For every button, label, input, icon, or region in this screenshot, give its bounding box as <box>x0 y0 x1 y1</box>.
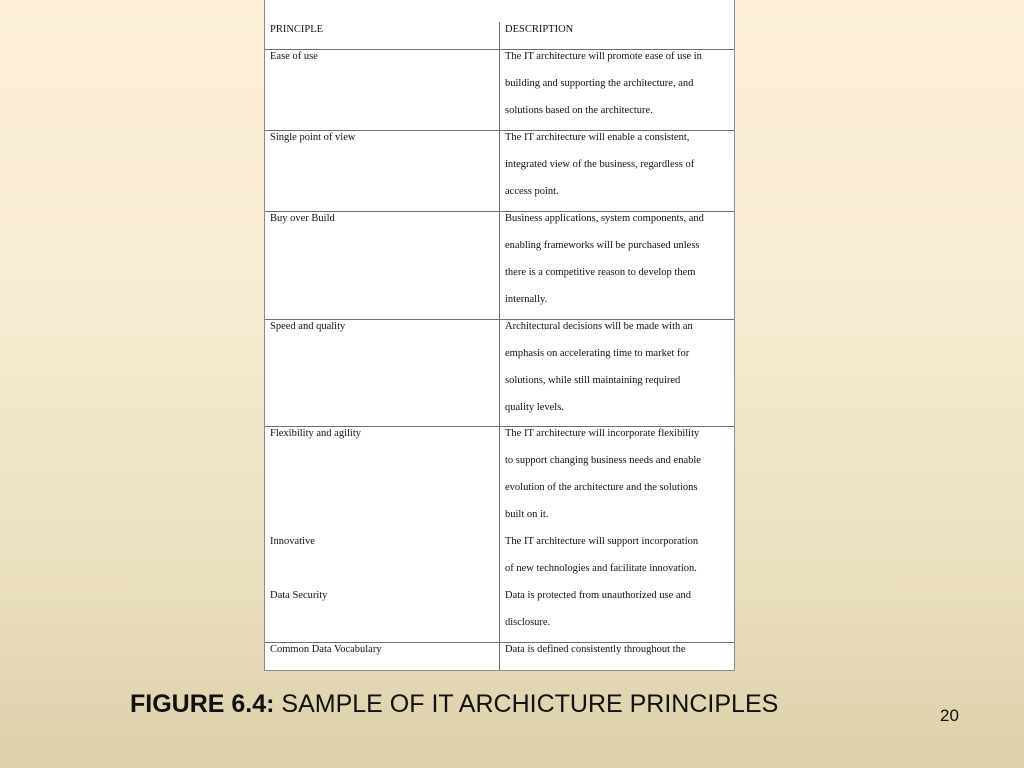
description-line: The IT architecture will enable a consistent, <box>505 132 690 143</box>
description-line: internally. <box>505 294 548 305</box>
description-line: The IT architecture will support incorporation <box>505 536 699 547</box>
principle-cell: Single point of view <box>270 132 356 143</box>
description-line: emphasis on accelerating time to market for <box>505 348 690 359</box>
description-line: solutions, while still maintaining required <box>505 375 681 386</box>
description-line: evolution of the architecture and the solutions <box>505 482 698 493</box>
header-principle: PRINCIPLE <box>270 24 324 35</box>
figure-label: FIGURE 6.4: <box>130 690 275 718</box>
description-line: Data is defined consistently throughout the <box>505 644 686 655</box>
principle-cell: Speed and quality <box>270 321 346 332</box>
description-line: quality levels. <box>505 402 564 413</box>
principle-cell: Innovative <box>270 536 315 547</box>
description-line: access point. <box>505 186 559 197</box>
description-line: integrated view of the business, regardless of <box>505 159 695 170</box>
principle-cell: Ease of use <box>270 51 318 62</box>
description-line: solutions based on the architecture. <box>505 105 653 116</box>
principle-cell: Common Data Vocabulary <box>270 644 382 655</box>
page-number: 20 <box>940 706 959 725</box>
principle-cell: Buy over Build <box>270 213 335 224</box>
principle-cell: Flexibility and agility <box>270 428 361 439</box>
principle-cell: Data Security <box>270 590 328 601</box>
description-line: built on it. <box>505 509 549 520</box>
header-description: DESCRIPTION <box>505 24 574 35</box>
description-line: there is a competitive reason to develop them <box>505 267 696 278</box>
description-line: Data is protected from unauthorized use and <box>505 590 692 601</box>
figure-title: SAMPLE OF IT ARCHICTURE PRINCIPLES <box>274 690 779 718</box>
description-line: to support changing business needs and enable <box>505 455 701 466</box>
description-line: Architectural decisions will be made with an <box>505 321 693 332</box>
description-line: building and supporting the architecture, and <box>505 78 694 89</box>
description-line: The IT architecture will promote ease of use in <box>505 51 702 62</box>
principles-document <box>264 0 735 671</box>
column-divider <box>499 22 500 670</box>
figure-caption <box>130 690 778 719</box>
description-line: disclosure. <box>505 617 551 628</box>
description-line: The IT architecture will incorporate flexibility <box>505 428 700 439</box>
description-line: enabling frameworks will be purchased unless <box>505 240 700 251</box>
description-line: of new technologies and facilitate innovation. <box>505 563 697 574</box>
description-line: Business applications, system components, and <box>505 213 704 224</box>
